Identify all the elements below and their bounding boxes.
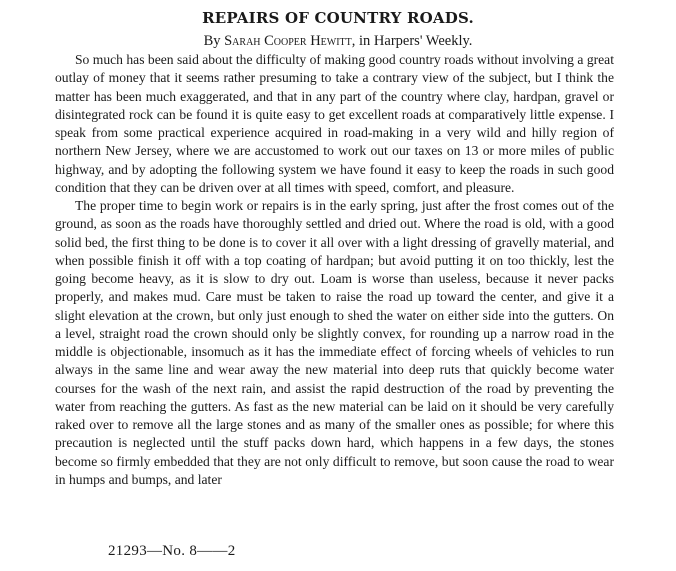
byline-author: Sarah Cooper Hewitt	[224, 33, 352, 49]
paragraph-2: The proper time to begin work or repairs is in the early spring, just after the frost comes out of the ground, as soon as the roads have thoroughly settled and dried out. Where the road is old, with a good solid bed, the first thing to be done is to cover it all over with a light dressing of gravelly material, and when possible finish it off with a top coating of hardpan; but avoid putting it on too thickly, lest the going become heavy, as it is slow to dry out. Loam is worse than useless, because it never packs properly, and makes mud. Care must be taken to raise the road up toward the center, and give it a slight elevation at the crown, but only just enough to shed the water on either side into the gutters. On a level, straight road the crown should only be slightly convex, for rounding up a narrow road in the middle is objectionable, insomuch as it has the immediate effect of forcing wheels of vehicles to run always in the same line and wear away the new material into deep ruts that quickly become water courses for the wash of the next rain, and assist the rapid destruction of the road by preventing the water from reaching the gutters. As fast as the new material can be laid on it should be very carefully raked over to remove all the large stones and as many of the smaller ones as possible; for where this precaution is neglected until the stuff packs down hard, which happens in a few days, the stones become so firmly embedded that they are not only difficult to remove, but soon cause the road to wear in humps and bumps, and later	[55, 198, 614, 487]
article-body	[55, 51, 614, 489]
article-title: REPAIRS OF COUNTRY ROADS.	[202, 9, 474, 27]
byline-prefix: By	[203, 33, 225, 49]
page-footer-signature: 21293—No. 8——2	[108, 543, 236, 559]
paragraph-1: So much has been said about the difficulty of making good country roads without involving a great outlay of money that it seems rather presuming to take a contrary view of the subject, but I think the matter has been much exaggerated, and that in any part of the country where clay, hardpan, gravel or disintegrated rock can be found it is quite easy to get excellent roads at comparatively little expense. I speak from some practical experience acquired in road-making in a very wild and hilly region of northern New Jersey, where we are accustomed to work out our taxes on 13 or more miles of public highway, and by adopting the following system we have found it easy to keep the roads in such good condition that they can be driven over at all times with speed, comfort, and pleasure.	[55, 52, 614, 195]
byline-suffix: , in Harpers' Weekly.	[351, 33, 473, 49]
article-byline	[0, 33, 676, 50]
